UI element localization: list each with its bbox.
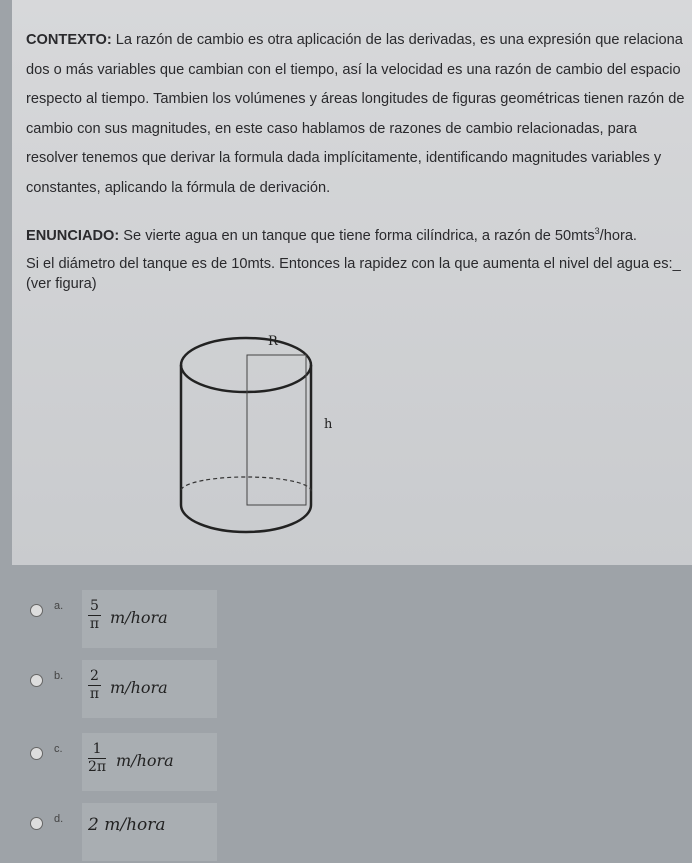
option-c[interactable] <box>30 733 215 793</box>
numerator: 5 <box>90 598 99 614</box>
numerator: 1 <box>88 741 106 759</box>
radio-a[interactable] <box>30 604 43 617</box>
option-b[interactable] <box>30 660 215 720</box>
context-paragraph <box>26 26 686 203</box>
option-letter: b. <box>54 670 64 682</box>
context-label: CONTEXTO: <box>26 32 112 48</box>
denominator: 2π <box>88 759 107 775</box>
denominator: π <box>89 616 100 632</box>
option-a[interactable] <box>30 590 215 650</box>
option-d[interactable] <box>30 803 215 863</box>
unit: m/hora <box>116 751 174 770</box>
statement-sup: 3 <box>594 226 600 236</box>
context-text: La razón de cambio es otra aplicación de las derivadas, es una expresión que relaciona dos o más variables que cambian con el tiempo, así la velocidad es una razón de cambio del espacio respecto al tiempo. Tambien los volúmenes y áreas longitudes de figuras geométricas tienen razón de cambio con sus magnitudes, en este caso hablamos de razones de cambio relacionadas, para resolver tenemos que derivar la formula dada implícitamente, identificando magnitudes variables y constantes, aplicando la fórmula de derivación. <box>26 32 685 196</box>
option-letter: a. <box>54 600 64 612</box>
option-answer <box>82 733 217 791</box>
radius-label: R <box>268 334 278 349</box>
radio-c[interactable] <box>30 747 43 760</box>
statement-paragraph <box>26 220 686 247</box>
question-box <box>12 0 692 565</box>
statement-label: ENUNCIADO: <box>26 227 120 244</box>
unit: m/hora <box>110 608 168 627</box>
statement-text: Se vierte agua en un tanque que tiene forma cilíndrica, a razón de 50mts <box>119 227 595 244</box>
option-answer <box>82 803 217 861</box>
option-letter: d. <box>54 813 64 825</box>
option-answer <box>82 660 217 718</box>
option-letter: c. <box>54 743 63 755</box>
statement-line2: Si el diámetro del tanque es de 10mts. Entonces la rapidez con la que aumenta el nivel del agua es:_ (ver figura) <box>26 256 681 292</box>
radio-b[interactable] <box>30 674 43 687</box>
unit: m/hora <box>110 678 168 697</box>
numerator: 2 <box>90 668 99 684</box>
radio-d[interactable] <box>30 817 43 830</box>
height-label: h <box>324 417 333 432</box>
statement-text-end: /hora. <box>599 227 637 244</box>
answer-value: 2 m/hora <box>88 815 166 835</box>
denominator: π <box>89 686 100 702</box>
option-answer <box>82 590 217 648</box>
cylinder-figure <box>162 310 352 545</box>
